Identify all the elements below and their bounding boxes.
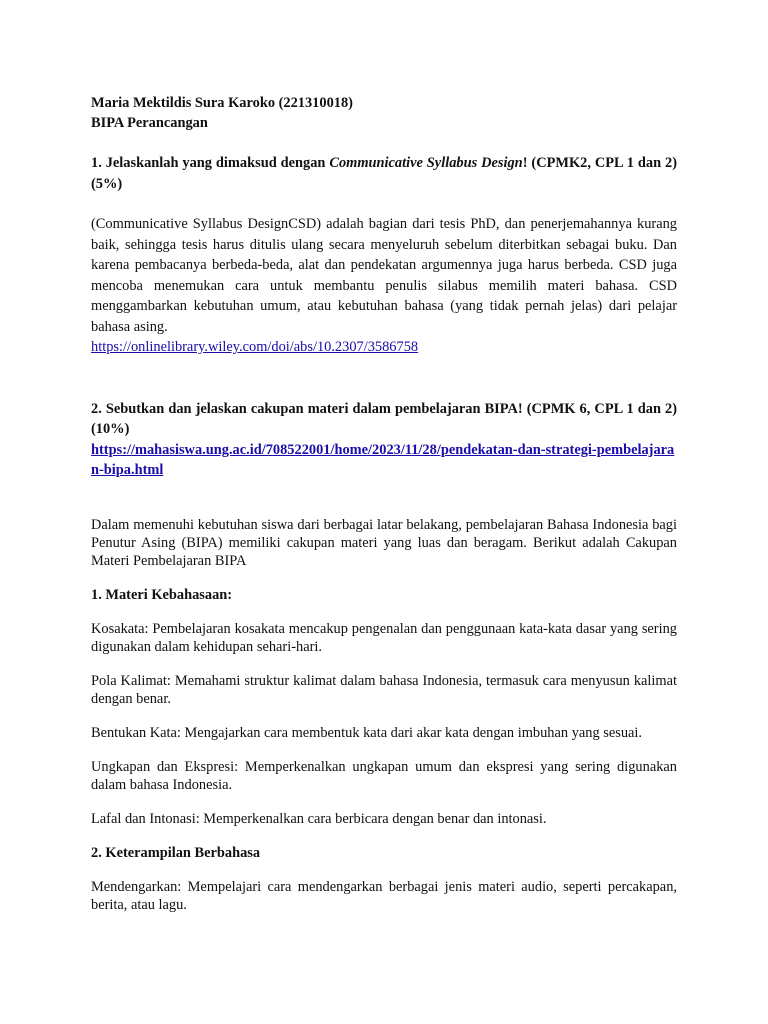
- section-keterampilan-berbahasa: 2. Keterampilan Berbahasa: [91, 844, 261, 861]
- author-name: Maria Mektildis Sura Karoko (221310018): [91, 95, 353, 111]
- question-1-reference-link[interactable]: https://onlinelibrary.wiley.com/doi/abs/10.2307/3586758: [91, 339, 419, 355]
- course-name: BIPA Perancangan: [91, 115, 208, 131]
- list-item: Pola Kalimat: Memahami struktur kalimat dalam bahasa Indonesia, termasuk cara menyusun kalimat dengan benar.: [91, 672, 677, 707]
- question-2-reference-link[interactable]: https://mahasiswa.ung.ac.id/708522001/home/2023/11/28/pendekatan-dan-strategi-pembelajaran-bipa.html: [91, 441, 675, 478]
- question-2-title: 2. Sebutkan dan jelaskan cakupan materi dalam pembelajaran BIPA! (CPMK 6, CPL 1 dan 2) (10%): [91, 400, 677, 437]
- question-1-suffix: ! (CPMK2, CPL 1 dan 2) (5%): [91, 155, 677, 192]
- question-1-prefix: 1. Jelaskanlah yang dimaksud dengan: [91, 155, 330, 171]
- question-1-italic: Communicative Syllabus Design: [329, 155, 523, 171]
- list-item: Bentukan Kata: Mengajarkan cara membentuk kata dari akar kata dengan imbuhan yang sesuai.: [91, 724, 643, 741]
- question-1-title: [91, 153, 677, 194]
- list-item: Lafal dan Intonasi: Memperkenalkan cara berbicara dengan benar dan intonasi.: [91, 810, 547, 827]
- section-materi-kebahasaan: 1. Materi Kebahasaan:: [91, 586, 233, 603]
- question-2-intro: Dalam memenuhi kebutuhan siswa dari berbagai latar belakang, pembelajaran Bahasa Indonesia bagi Penutur Asing (BIPA) memiliki cakupan materi yang luas dan beragam. Berikut adalah Cakupan Materi Pembelajaran BIPA: [91, 516, 677, 569]
- list-item: Kosakata: Pembelajaran kosakata mencakup pengenalan dan penggunaan kata-kata dasar yang sering digunakan dalam kehidupan sehari-hari.: [91, 620, 677, 655]
- question-1-answer: (Communicative Syllabus DesignCSD) adalah bagian dari tesis PhD, dan penerjemahannya kurang baik, sehingga tesis harus ditulis ulang secara menyeluruh sebelum diterbitkan sebagai buku. Dan karena pembacanya berbeda-beda, alat dan pendekatan argumennya juga harus berbeda. CSD juga mencoba menemukan cara untuk membantu penulis silabus memilih materi bahasa. CSD menggambarkan kebutuhan umum, atau kebutuhan bahasa (yang tidak pernah jelas) dari pelajar bahasa asing.: [91, 216, 677, 335]
- list-item: Ungkapan dan Ekspresi: Memperkenalkan ungkapan umum dan ekspresi yang sering digunakan dalam bahasa Indonesia.: [91, 758, 677, 793]
- list-item: Mendengarkan: Mempelajari cara mendengarkan berbagai jenis materi audio, seperti percakapan, berita, atau lagu.: [91, 878, 677, 913]
